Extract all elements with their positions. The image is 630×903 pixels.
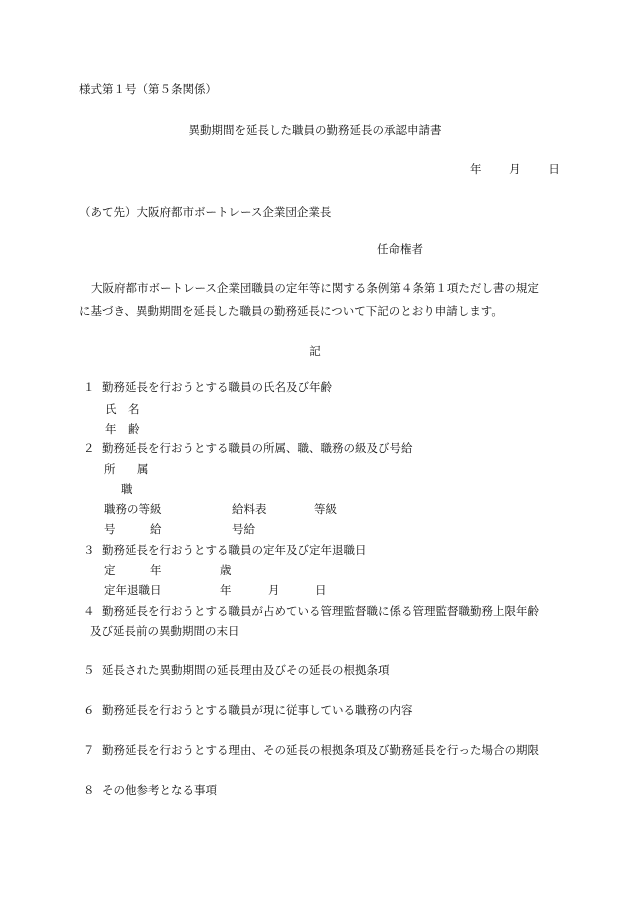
item-3-heading: 勤務延長を行おうとする職員の定年及び定年退職日 xyxy=(102,543,367,557)
retirement-age-label-a: 定 xyxy=(104,563,116,577)
item-8-number: ８ xyxy=(83,783,95,797)
item-2-number: ２ xyxy=(83,441,95,455)
age-label: 年 齢 xyxy=(105,422,140,436)
item-5-number: ５ xyxy=(83,663,95,677)
item-4-number: ４ xyxy=(83,604,95,618)
name-label: 氏 名 xyxy=(105,402,140,416)
item-4-heading-line-1: 勤務延長を行おうとする職員が占めている管理監督職に係る管理監督職勤務上限年齢 xyxy=(102,604,539,618)
step-unit: 号給 xyxy=(232,522,255,536)
item-7-heading: 勤務延長を行おうとする理由、その延長の根拠条項及び勤務延長を行った場合の期限 xyxy=(102,743,539,757)
date-line xyxy=(470,164,560,176)
addressee: （あて先）大阪府都市ボートレース企業団企業長 xyxy=(79,205,332,219)
post-label: 職 xyxy=(121,482,133,496)
item-7-number: ７ xyxy=(83,743,95,757)
retirement-day-unit: 日 xyxy=(315,583,327,597)
intro-line-1: 大阪府都市ボートレース企業団職員の定年等に関する条例第４条第１項ただし書の規定 xyxy=(91,281,539,295)
appointing-authority: 任命権者 xyxy=(377,242,423,256)
item-6-heading: 勤務延長を行おうとする職員が現に従事している職務の内容 xyxy=(102,703,413,717)
date-month: 月 xyxy=(509,162,521,176)
step-label-b: 給 xyxy=(150,522,162,536)
grade-unit: 等級 xyxy=(314,502,337,516)
step-label-a: 号 xyxy=(104,522,116,536)
dept-label-a: 所 xyxy=(104,462,116,476)
retirement-age-label-b: 年 xyxy=(150,563,162,577)
item-1-heading: 勤務延長を行おうとする職員の氏名及び年齢 xyxy=(102,380,332,394)
date-day: 日 xyxy=(548,162,560,176)
item-2-heading: 勤務延長を行おうとする職員の所属、職、職務の級及び号給 xyxy=(102,441,413,455)
item-5-heading: 延長された異動期間の延長理由及びその延長の根拠条項 xyxy=(102,663,390,677)
retirement-year-unit: 年 xyxy=(220,583,232,597)
item-1-number: １ xyxy=(83,380,95,394)
document-title: 異動期間を延長した職員の勤務延長の承認申請書 xyxy=(188,123,442,137)
age-unit: 歳 xyxy=(220,563,232,577)
item-8-heading: その他参考となる事項 xyxy=(102,783,217,797)
item-4-heading-line-2: 及び延長前の異動期間の末日 xyxy=(90,624,240,638)
item-6-number: ６ xyxy=(83,703,95,717)
item-3-number: ３ xyxy=(83,543,95,557)
form-number: 様式第１号（第５条関係） xyxy=(79,82,217,96)
grade-label: 職務の等級 xyxy=(104,502,162,516)
retirement-month-unit: 月 xyxy=(268,583,280,597)
retirement-date-label: 定年退職日 xyxy=(104,583,162,597)
ki-heading: 記 xyxy=(309,344,321,358)
dept-label-b: 属 xyxy=(137,462,149,476)
date-year: 年 xyxy=(470,162,482,176)
intro-line-2: に基づき、異動期間を延長した職員の勤務延長について下記のとおり申請します。 xyxy=(79,304,503,318)
salary-table-label: 給料表 xyxy=(232,502,267,516)
